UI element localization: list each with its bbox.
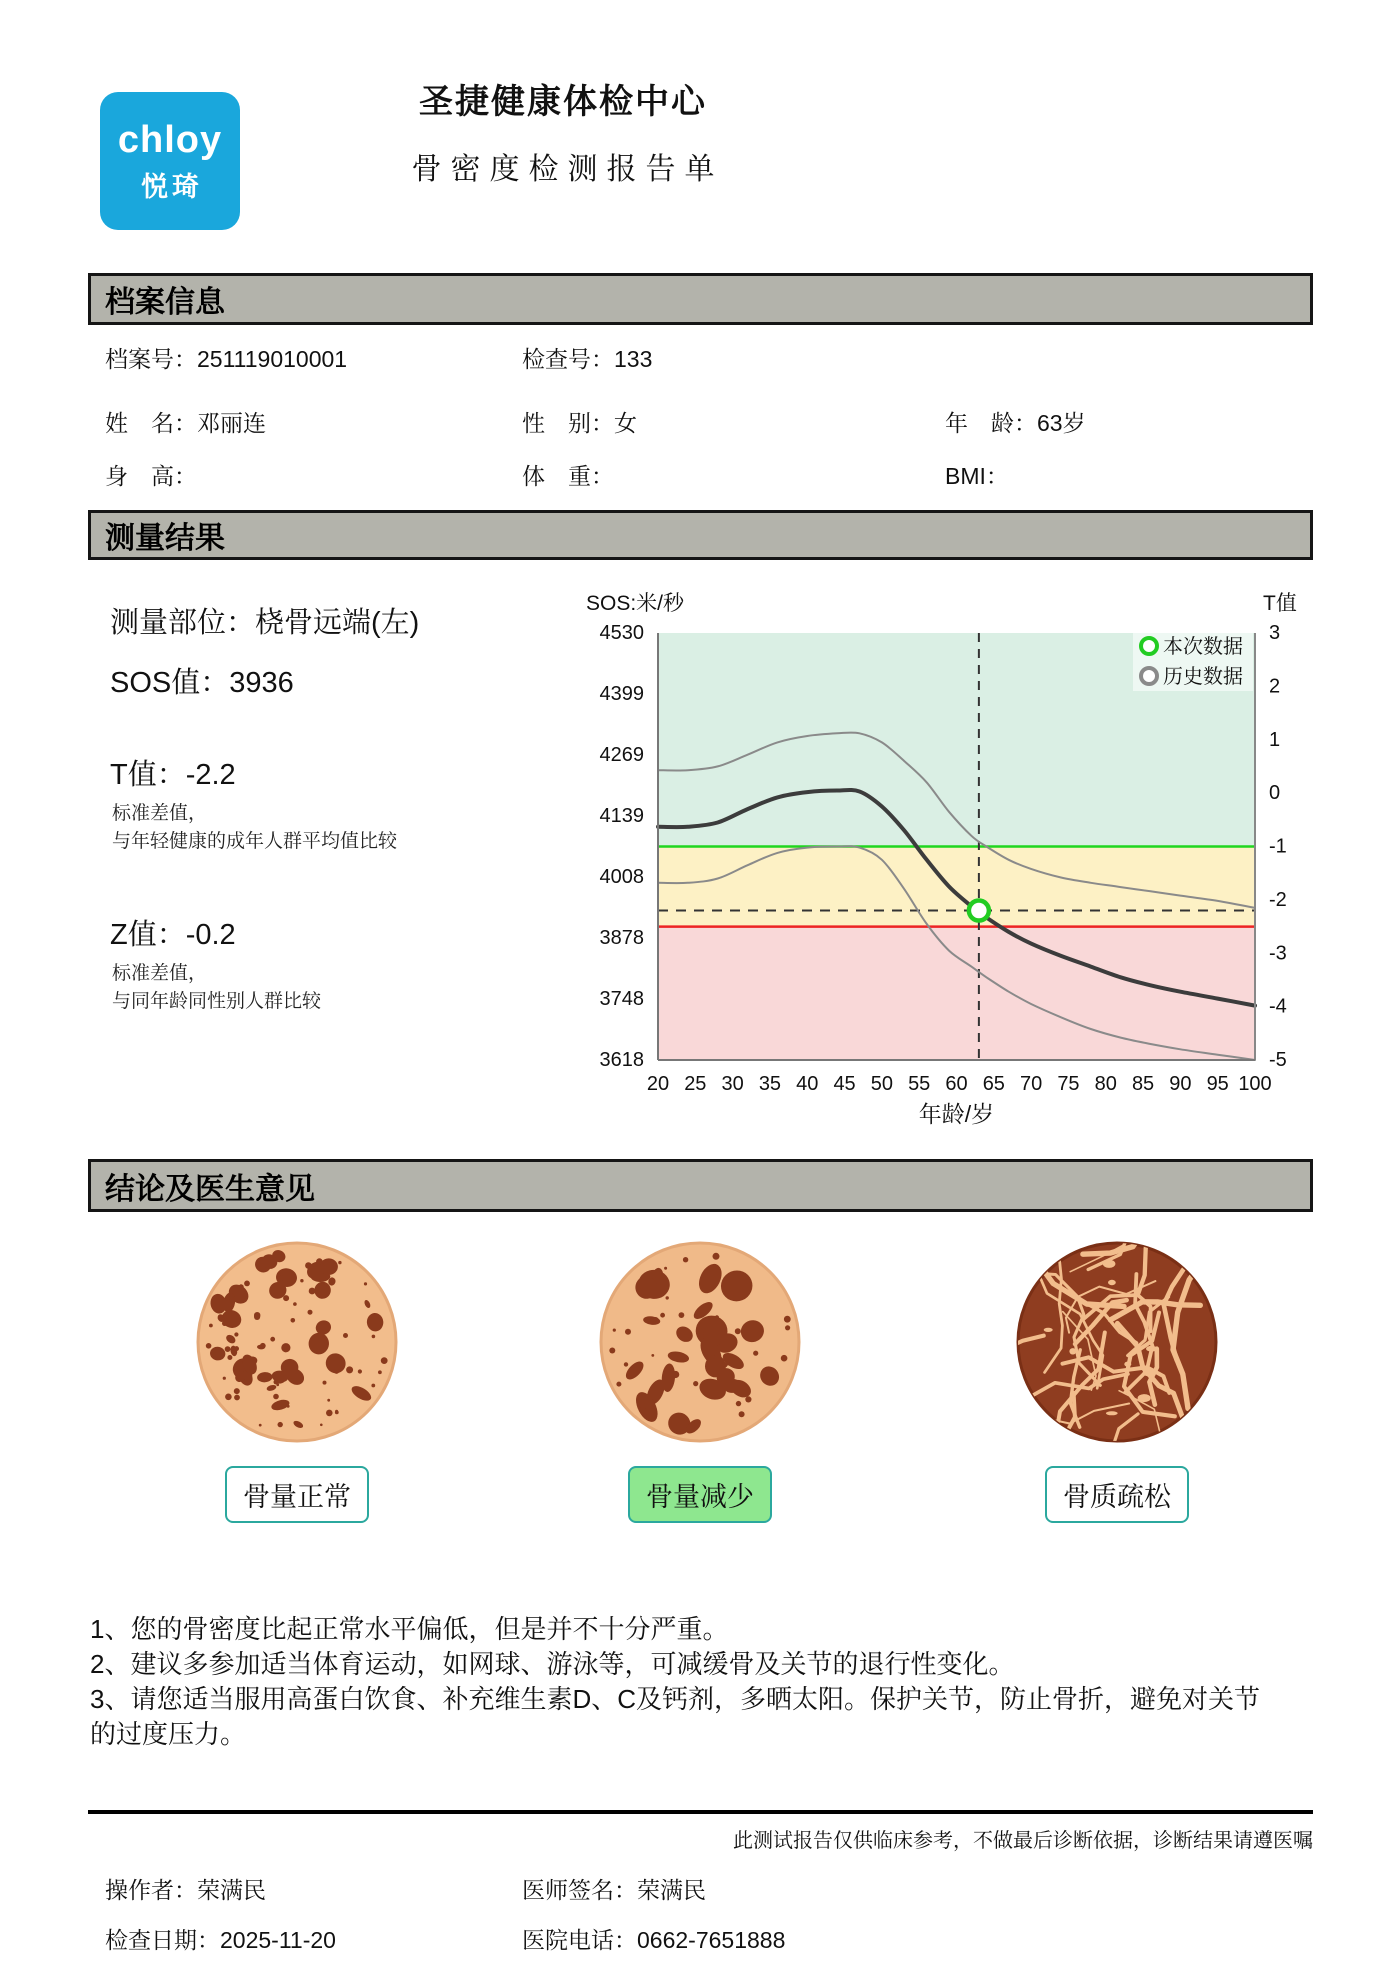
section-header-measurement (88, 510, 1313, 560)
sos-value: SOS值：3936 (110, 667, 294, 699)
logo-brand-cn: 悦琦 (141, 171, 203, 202)
svg-text:-2: -2 (1269, 888, 1287, 911)
bone-label-osteoporosis: 骨质疏松 (1045, 1466, 1189, 1523)
svg-text:4008: 4008 (599, 866, 644, 888)
field-exam-no: 检查号：133 (522, 346, 653, 372)
measurement-site: 测量部位：桡骨远端(左) (110, 607, 420, 639)
page-title: 圣捷健康体检中心 (419, 83, 707, 121)
bone-label-normal: 骨量正常 (225, 1466, 369, 1523)
section-title: 结论及医生意见 (105, 1172, 315, 1206)
svg-text:30: 30 (721, 1073, 744, 1095)
svg-text:-5: -5 (1269, 1049, 1287, 1071)
operator-field: 操作者：荣满民 (105, 1877, 266, 1903)
svg-text:历史数据: 历史数据 (1163, 666, 1243, 688)
bone-osteopenia-illustration (590, 1232, 810, 1452)
report-subtitle: 骨密度检测报告单 (411, 153, 724, 186)
field-age: 年 龄：63岁 (945, 410, 1086, 436)
svg-text:40: 40 (796, 1073, 819, 1095)
svg-text:20: 20 (646, 1073, 670, 1095)
svg-text:4139: 4139 (599, 805, 644, 827)
svg-text:100: 100 (1238, 1073, 1272, 1095)
svg-text:60: 60 (945, 1073, 968, 1095)
svg-text:-1: -1 (1269, 835, 1287, 858)
field-archive-no: 档案号：251119010001 (105, 346, 348, 372)
doctor-advice (90, 1612, 1270, 1752)
z-score-note: 标准差值， 与同年龄同性别人群比较 (112, 963, 322, 1012)
logo-brand-text: chloy (117, 118, 223, 161)
field-weight: 体 重： (522, 463, 614, 489)
field-name: 姓 名：邓丽连 (105, 410, 266, 436)
svg-text:1: 1 (1269, 728, 1281, 751)
field-sex: 性 别：女 (522, 410, 637, 436)
t-score: T值：-2.2 (110, 759, 236, 791)
section-title: 档案信息 (105, 286, 225, 319)
svg-text:50: 50 (870, 1073, 893, 1095)
svg-text:3878: 3878 (599, 927, 644, 949)
section-header-conclusion (88, 1159, 1313, 1212)
svg-text:本次数据: 本次数据 (1163, 636, 1243, 658)
svg-text:-3: -3 (1269, 942, 1287, 965)
disclaimer-text: 此测试报告仅供临床参考，不做最后诊断依据，诊断结果请遵医嘱 (733, 1830, 1313, 1852)
svg-text:80: 80 (1094, 1073, 1117, 1095)
svg-text:35: 35 (758, 1073, 782, 1095)
exam-date-field: 检查日期：2025-11-20 (105, 1927, 336, 1953)
bone-osteoporosis-illustration (1007, 1232, 1227, 1452)
svg-text:T值: T值 (1263, 592, 1297, 615)
svg-text:45: 45 (833, 1073, 856, 1095)
svg-text:0: 0 (1269, 782, 1281, 805)
svg-text:年龄/岁: 年龄/岁 (918, 1101, 995, 1127)
svg-text:3618: 3618 (599, 1049, 644, 1071)
svg-text:55: 55 (908, 1073, 931, 1095)
bone-label-osteopenia: 骨量减少 (628, 1466, 772, 1523)
t-score-note: 标准差值， 与年轻健康的成年人群平均值比较 (112, 803, 398, 852)
svg-text:75: 75 (1057, 1073, 1080, 1095)
svg-text:4269: 4269 (599, 744, 644, 766)
svg-text:65: 65 (982, 1073, 1005, 1095)
advice-line: 1、您的骨密度比起正常水平偏低，但是并不十分严重。 (90, 1614, 729, 1644)
field-bmi: BMI： (945, 463, 1009, 489)
field-height: 身 高： (105, 463, 197, 489)
sos-age-reference-chart (450, 580, 1330, 1140)
svg-text:SOS:米/秒: SOS:米/秒 (586, 592, 685, 615)
svg-text:3: 3 (1269, 622, 1281, 644)
svg-text:25: 25 (684, 1073, 707, 1095)
svg-text:70: 70 (1020, 1073, 1043, 1095)
hospital-phone-field: 医院电话：0662-7651888 (522, 1927, 786, 1953)
advice-line: 2、建议多参加适当体育运动，如网球、游泳等，可减缓骨及关节的退行性变化。 (90, 1649, 1015, 1679)
svg-text:-4: -4 (1269, 995, 1287, 1018)
advice-line: 3、请您适当服用高蛋白饮食、补充维生素D、C及钙剂，多晒太阳。保护关节，防止骨折，避免对关节的过度压力。 (90, 1684, 1261, 1749)
svg-text:4399: 4399 (599, 683, 644, 705)
svg-text:2: 2 (1269, 675, 1281, 698)
svg-text:85: 85 (1131, 1073, 1155, 1095)
svg-text:90: 90 (1169, 1073, 1192, 1095)
z-score: Z值：-0.2 (110, 919, 236, 951)
doctor-signature-field: 医师签名：荣满民 (522, 1877, 706, 1903)
footer-divider (88, 1810, 1313, 1814)
svg-text:4530: 4530 (599, 622, 644, 644)
svg-text:3748: 3748 (599, 988, 644, 1010)
section-title: 测量结果 (105, 522, 225, 555)
svg-text:95: 95 (1206, 1073, 1229, 1095)
bone-normal-illustration (187, 1232, 407, 1452)
section-header-archive (88, 273, 1313, 325)
